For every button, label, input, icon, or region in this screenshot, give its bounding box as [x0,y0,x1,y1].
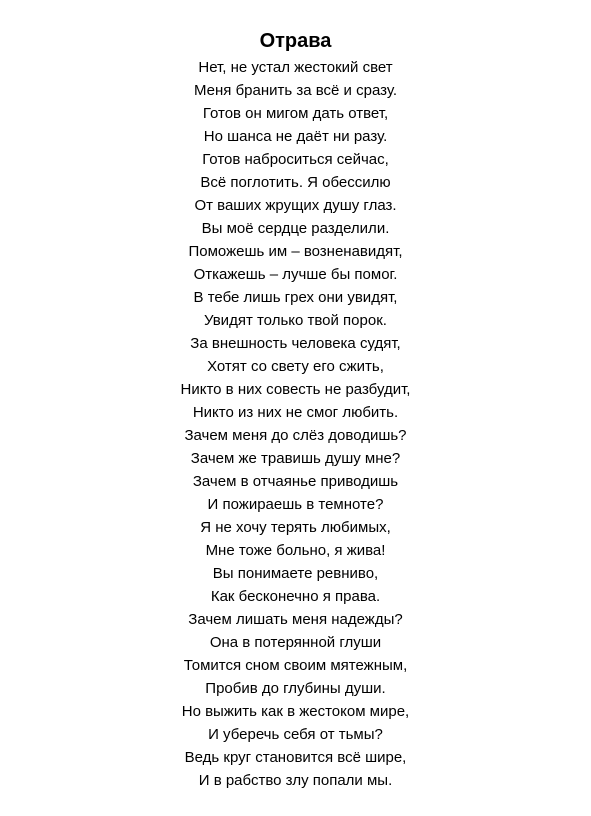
poem-line: Хотят со свету его сжить, [207,358,384,375]
poem-line: Я не хочу терять любимых, [200,519,391,536]
poem-line: Зачем в отчаянье приводишь [192,473,399,490]
poem-line: Вы моё сердце разделили. [201,220,390,237]
poem-line: Но шанса не даёт ни разу. [203,128,388,145]
poem-body [0,56,591,792]
poem-line: Ведь круг становится всё шире, [184,749,407,766]
poem-line: Томится сном своим мятежным, [183,657,408,674]
poem-line: Вы понимаете ревниво, [212,565,379,582]
poem-line: Увидят только твой порок. [204,312,387,329]
poem-line: Она в потерянной глуши [209,634,382,651]
poem-title: Отрава [259,30,332,52]
poem-line: И уберечь себя от тьмы? [208,726,383,743]
poem-line: Никто из них не смог любить. [192,404,399,421]
poem-line: От ваших жрущих душу глаз. [194,197,397,214]
poem-line: Готов наброситься сейчас, [202,151,389,168]
poem-line: Поможешь им – возненавидят, [188,243,403,260]
poem-line: Как бесконечно я права. [210,588,381,605]
poem-line: Зачем же травишь душу мне? [190,450,401,467]
poem-line: Но выжить как в жестоком мире, [181,703,410,720]
poem-line: Мне тоже больно, я жива! [205,542,386,559]
poem-line: За внешность человека судят, [190,335,401,352]
poem-line: Откажешь – лучше бы помог. [193,266,398,283]
poem-line: Готов он мигом дать ответ, [202,105,389,122]
poem-line: Меня бранить за всё и сразу. [193,82,397,99]
poem-line: Нет, не устал жестокий свет [198,59,393,76]
poem-line: В тебе лишь грех они увидят, [193,289,398,306]
poem-line: Пробив до глубины души. [205,680,386,697]
poem-line: Всё поглотить. Я обессилю [200,174,391,191]
poem-line: И в рабство злу попали мы. [198,772,393,789]
poem-line: И пожираешь в темноте? [207,496,384,513]
poem-line: Никто в них совесть не разбудит, [180,381,411,398]
poem-line: Зачем лишать меня надежды? [188,611,403,628]
poem-line: Зачем меня до слёз доводишь? [184,427,407,444]
